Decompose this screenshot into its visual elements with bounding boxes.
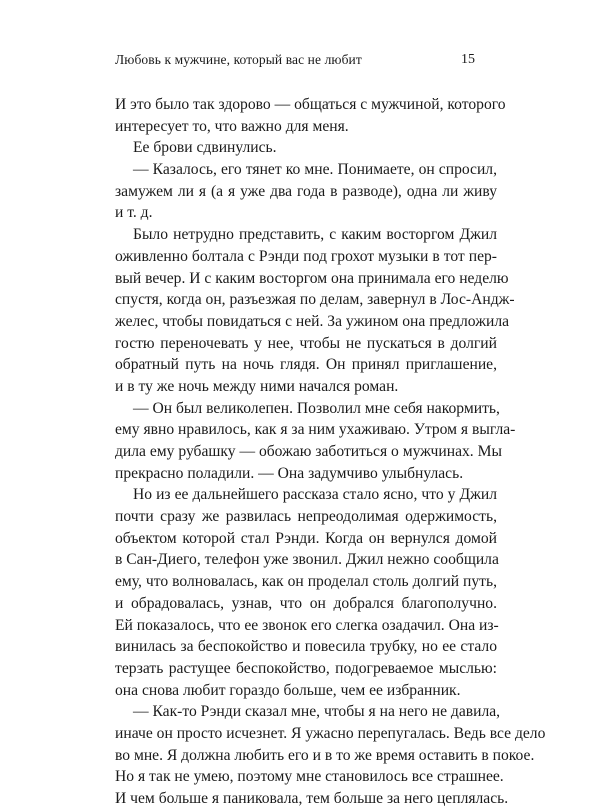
running-head: Любовь к мужчине, который вас не любит <box>115 52 362 67</box>
text-line: прекрасно поладили. — Она задумчиво улыбнулась. <box>115 464 464 482</box>
text-line: Ей показалось, что ее звонок его слегка озадачил. Она из- <box>115 616 499 634</box>
text-line: Но я так не умею, поэтому мне становилось все страшнее. <box>115 768 504 786</box>
text-line: оживленно болтала с Рэнди под грохот музыки в тот пер- <box>115 247 497 265</box>
text-line: гостю переночевать у нее, чтобы не пускаться в долгий <box>115 334 497 352</box>
text-line: в Сан-Диего, телефон уже звонил. Джил нежно сообщила <box>115 551 499 569</box>
text-line: замужем ли я (а я уже два года в разводе), одна ли живу <box>115 182 497 200</box>
text-line: терзать растущее беспокойство, подогреваемое мыслью: <box>115 659 497 677</box>
text-line: Но из ее дальнейшего рассказа стало ясно, что у Джил <box>133 486 497 504</box>
text-line: — Казалось, его тянет ко мне. Понимаете, он спросил, <box>133 161 497 179</box>
body-text <box>115 94 546 810</box>
text-line: — Он был великолепен. Позволил мне себя накормить, <box>133 399 500 417</box>
text-line: вый вечер. И с каким восторгом она принимала его неделю <box>115 269 509 287</box>
text-line: винилась за беспокойство и повесила трубку, но ее стало <box>115 638 497 656</box>
text-line: объектом которой стал Рэнди. Когда он вернулся домой <box>115 529 497 547</box>
text-line: дила ему рубашку — обожаю заботиться о мужчинах. Мы <box>115 443 502 460</box>
text-line: почти сразу же развилась непреодолимая одержимость, <box>115 508 497 526</box>
page-number: 15 <box>461 52 475 67</box>
text-line: интересует то, что важно для меня. <box>115 117 349 135</box>
text-line: во мне. Я должна любить его и в то же время оставить в покое. <box>115 746 535 764</box>
text-line: ему явно нравилось, как я за ним ухаживаю. Утром я выгла- <box>115 421 516 439</box>
text-line: И чем больше я паниковала, тем больше за него цеплялась. <box>115 790 509 807</box>
text-line: обратный путь на ночь глядя. Он принял приглашение, <box>115 356 497 374</box>
text-line: ему, что волновалась, как он проделал столь долгий путь, <box>115 573 497 591</box>
text-line: Было нетрудно представить, с каким восторгом Джил <box>133 226 497 244</box>
text-line: и т. д. <box>115 204 153 222</box>
text-line: желес, чтобы повидаться с ней. За ужином она предложила <box>115 312 510 330</box>
text-line: И это было так здорово — общаться с мужчиной, которого <box>115 96 506 113</box>
text-line: спустя, когда он, разъезжая по делам, завернул в Лос-Андж- <box>115 291 515 309</box>
text-line: и обрадовалась, узнав, что он добрался благополучно. <box>115 594 497 612</box>
text-line: — Как-то Рэнди сказал мне, чтобы я на него не давила, <box>133 703 501 721</box>
text-line: она снова любит гораздо больше, чем ее избранник. <box>115 681 461 699</box>
text-line: и в ту же ночь между ними начался роман. <box>115 377 399 395</box>
text-line: Ее брови сдвинулись. <box>133 139 277 157</box>
text-line: иначе он просто исчезнет. Я ужасно перепугалась. Ведь все дело <box>115 724 546 742</box>
